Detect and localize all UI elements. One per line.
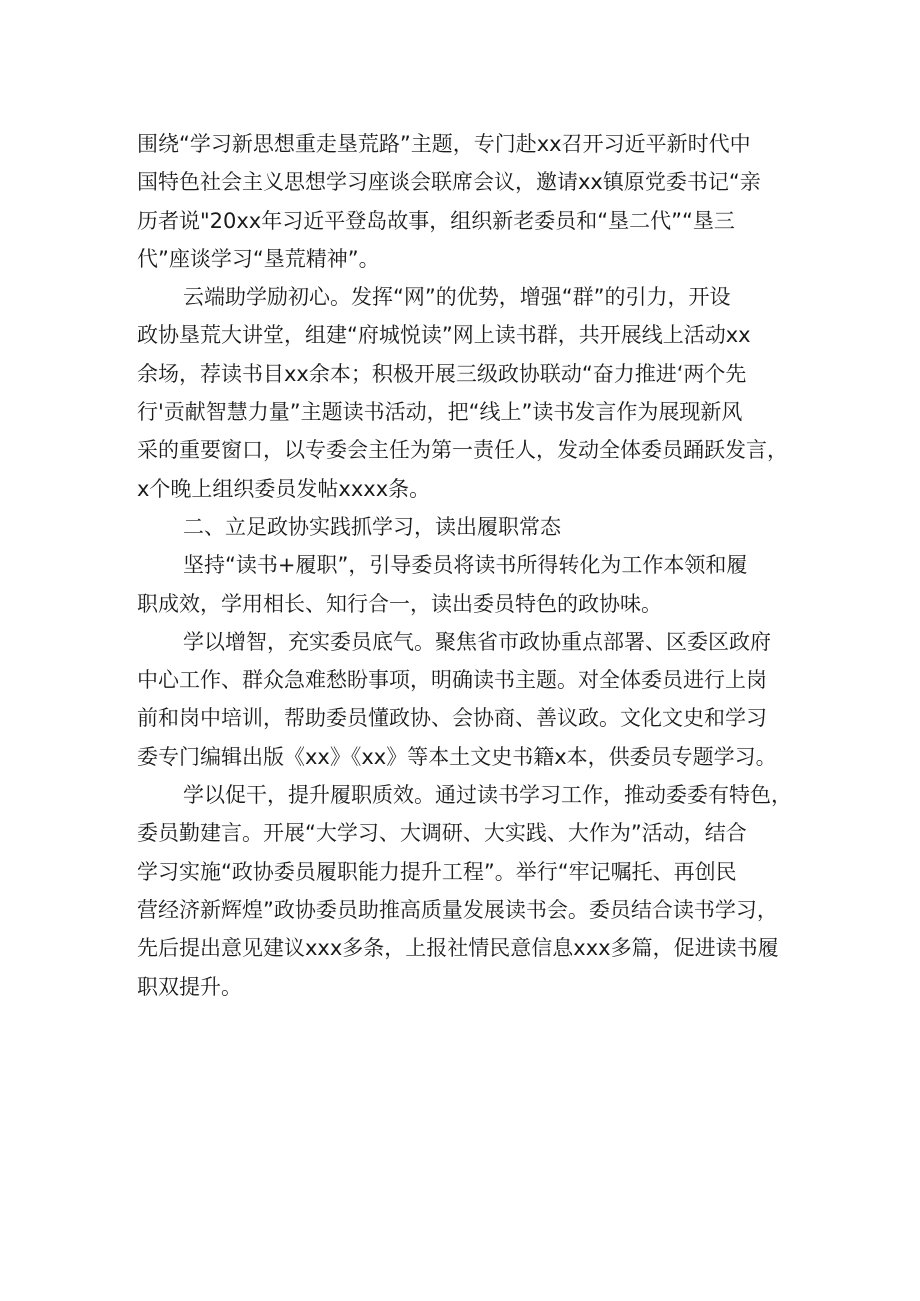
body-text-line: 前和岗中培训，帮助委员懂政协、会协商、善议政。文化文史和学习 [137, 706, 767, 731]
body-text-line: 职双提升。 [137, 974, 242, 999]
body-text-line: 委员勤建言。开展“大学习、大调研、大实践、大作为”活动，结合 [137, 821, 747, 846]
body-text-line: 国特色社会主义思想学习座谈会联席会议，邀请xx镇原党委书记“亲 [137, 170, 761, 195]
body-text-line: 先后提出意见建议xxx多条，上报社情民意信息xxx多篇，促进读书履 [137, 936, 779, 961]
body-text-line: 采的重要窗口，以专委会主任为第一责任人，发动全体委员踊跃发言， [137, 438, 788, 463]
paragraph-start-line: 学以增智，充实委员底气。聚焦省市政协重点部署、区委区政府 [183, 629, 771, 654]
body-text-line: 围绕“学习新思想重走垦荒路”主题，专门赴xx召开习近平新时代中 [137, 132, 751, 156]
body-text-line: 行'贡献智慧力量”主题读书活动，把“线上”读书发言作为展现新风 [137, 400, 743, 425]
body-text-line: 余场，荐读书目xx余本；积极开展三级政协联动“奋力推进‘两个先 [137, 361, 747, 386]
section-heading: 二、立足政协实践抓学习，读出履职常态 [183, 514, 561, 539]
body-text-line: 中心工作、群众急难愁盼事项，明确读书主题。对全体委员进行上岗 [137, 668, 767, 693]
paragraph-start-line: 云端助学励初心。发挥“网”的优势，增强“群”的引力，开设 [183, 285, 731, 310]
document-body [137, 125, 792, 1006]
body-text-line: 学习实施“政协委员履职能力提升工程”。举行“牢记嘱托、再创民 [137, 859, 737, 884]
body-text-line: 职成效，学用相长、知行合一，读出委员特色的政协味。 [137, 591, 662, 616]
paragraph-start-line: 坚持“读书+履职”，引导委员将读书所得转化为工作本领和履 [183, 553, 748, 578]
body-text-line: 营经济新辉煌”政协委员助推高质量发展读书会。委员结合读书学习， [137, 897, 778, 922]
paragraph-start-line: 学以促干，提升履职质效。通过读书学习工作，推动委委有特色， [183, 783, 792, 808]
body-text-line: x个晚上组织委员发帖xxxx条。 [137, 476, 431, 501]
body-text-line: 历者说"20xx年习近平登岛故事，组织新老委员和“垦二代”“垦三 [137, 208, 735, 233]
body-text-line: 委专门编辑出版《xx》《xx》等本土文史书籍x本，供委员专题学习。 [137, 744, 777, 769]
body-text-line: 代”座谈学习“垦荒精神”。 [137, 246, 380, 271]
body-text-line: 政协垦荒大讲堂，组建“府城悦读”网上读书群，共开展线上活动xx [137, 323, 751, 348]
